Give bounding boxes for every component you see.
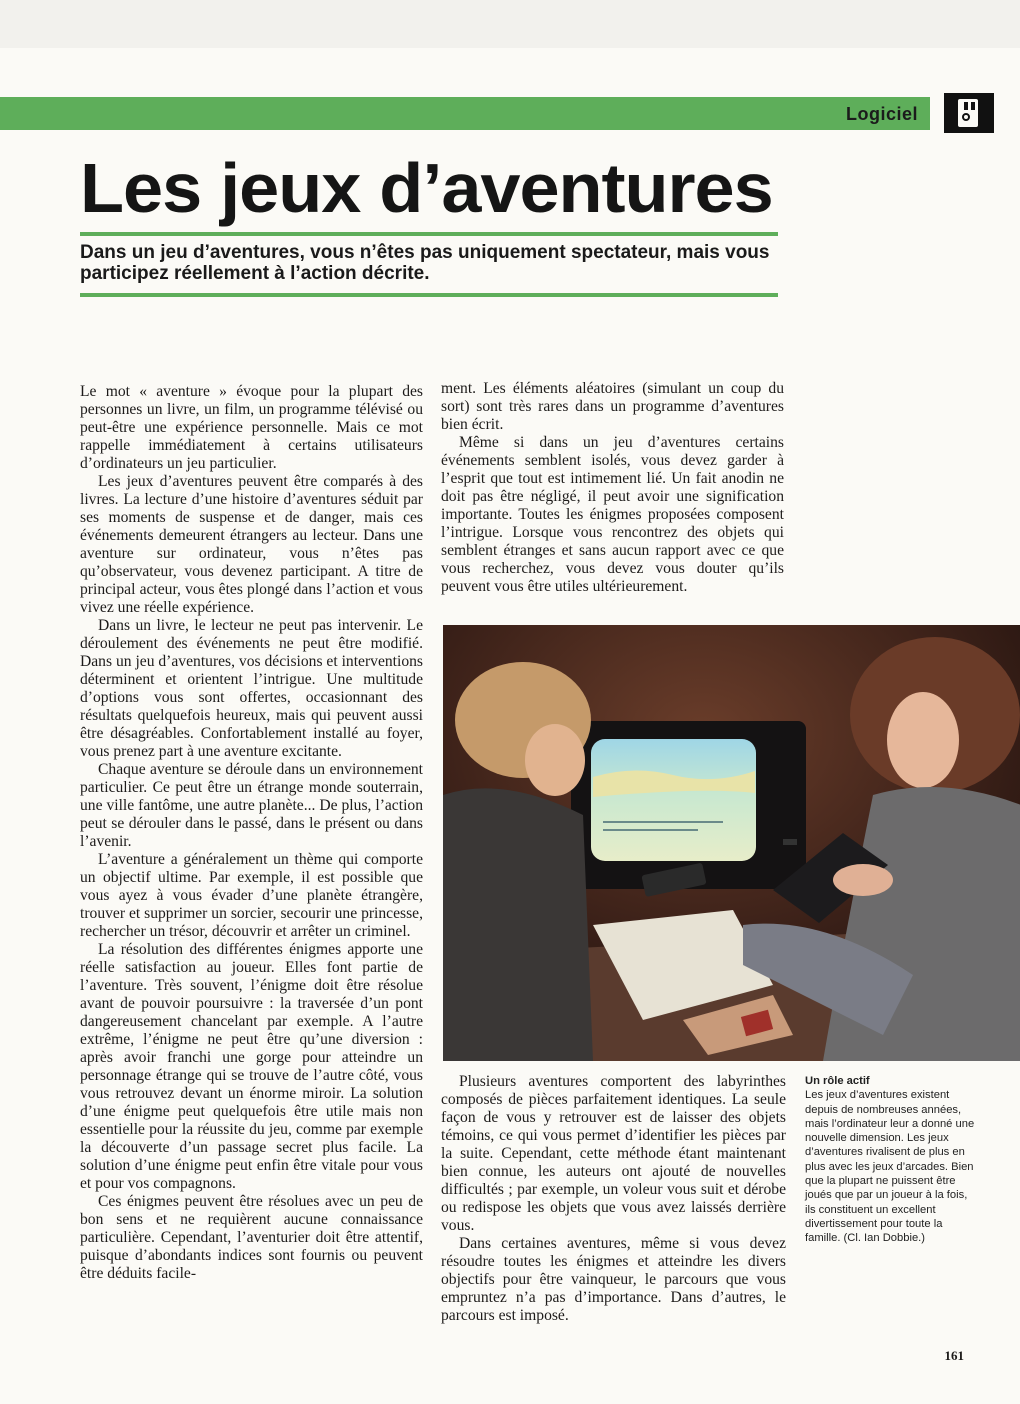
lead-rule <box>80 293 778 297</box>
caption-title: Un rôle actif <box>805 1075 870 1087</box>
paragraph: ment. Les éléments aléatoires (simulant un coup du sort) sont très rares dans un programme d’aventures bien écrit. <box>441 380 784 433</box>
photo-children-playing-computer <box>443 625 1020 1061</box>
text-column-1 <box>80 383 423 1283</box>
paragraph: Même si dans un jeu d’aventures certains événements semblent isolés, vous devez garder à l’esprit que tout est intimement lié. Un fait anodin ne doit pas être négligé, il peut avoir une signification importante. Toutes les énigmes proposées composent l’intrigue. Lorsque vous rencontrez des objets qui semblent étranges et sans aucun rapport avec ce que vous recherchez, vous devez vous douter qu’ils peuvent vous être utiles ultérieurement. <box>441 434 784 595</box>
title-rule <box>80 232 778 236</box>
photo-caption <box>805 1074 975 1246</box>
text-column-3 <box>441 1073 786 1325</box>
paragraph: Dans un livre, le lecteur ne peut pas intervenir. Le déroulement des événements ne peut être modifié. Dans un jeu d’aventures, vos décisions et interventions déterminent et orientent l’intrigue. Une multitude d’options vous sont offertes, occasionnant des résultats quelquefois heureux, mais qui peuvent aussi être désagréables. Confortablement installé au foyer, vous prenez part à une aventure excitante. <box>80 617 423 760</box>
paragraph: La résolution des différentes énigmes apporte une réelle satisfaction au joueur. Elles font partie de l’aventure. Très souvent, l’énigme doit être résolue avant de pouvoir poursuivre : la traversée d’un pont dangereusement chancelant par exemple. A l’autre extrême, l’énigme ne peut être qu’une diversion : après avoir franchi une gorge pour atteindre un personnage étrange qui se trouve de l’autre côté, vous vous retrouvez devant un énorme miroir. La solution d’une énigme peut quelquefois être utile mais non essentielle pour la réussite du jeu, comme par exemple la découverte d’un passage secret plus facile. La solution d’une énigme peut enfin être vitale pour vous et pour vos compagnons. <box>80 941 423 1192</box>
page-title: Les jeux d’aventures <box>80 149 773 227</box>
lead-paragraph: Dans un jeu d’aventures, vous n’êtes pas uniquement spectateur, mais vous participez réellement à l’action décrite. <box>80 242 770 284</box>
caption-text: Les jeux d’aventures existent depuis de nombreuses années, mais l’ordinateur leur a donné une nouvelle dimension. Les jeux d’aventures rivalisent de plus en plus avec les jeux d’arcades. Bien que la plupart ne puissent être joués que par un joueur à la fois, ils constituent un excellent divertissement pour toute la famille. (Cl. Ian Dobbie.) <box>805 1089 975 1245</box>
paragraph: Les jeux d’aventures peuvent être comparés à des livres. La lecture d’une histoire d’aventures séduit par ses moments de suspense et de danger, mais ces événements demeurent étrangers au lecteur. Dans une aventure sur ordinateur, vous n’êtes pas qu’observateur, vous devenez participant. A titre de principal acteur, vous êtes plongé dans l’action et vous vivez une réelle expérience. <box>80 473 423 616</box>
paragraph: Dans certaines aventures, même si vous devez résoudre toutes les énigmes et atteindre les divers objectifs pour être vainqueur, le parcours que vous empruntez n’a pas d’importance. Dans d’autres, le parcours est imposé. <box>441 1235 786 1324</box>
paragraph: Le mot « aventure » évoque pour la plupart des personnes un livre, un film, un programme télévisé ou peut-être une expérience personnelle. Mais ce mot rappelle immédiatement à certains utilisateurs d’ordinateurs un jeu particulier. <box>80 383 423 472</box>
text-column-2 <box>441 380 784 596</box>
paragraph: L’aventure a généralement un thème qui comporte un objectif ultime. Par exemple, il est possible que vous ayez à vous évader d’une planète étrangère, trouver et supprimer un sorcier, secourir une princesse, rechercher un trésor, découvrir et arrêter un criminel. <box>80 851 423 940</box>
floppy-disk-icon <box>944 93 994 133</box>
paragraph: Chaque aventure se déroule dans un environnement particulier. Ce peut être un étrange monde souterrain, une ville fantôme, une autre planète... De plus, l’action peut se dérouler dans le passé, dans le présent ou dans l’avenir. <box>80 761 423 850</box>
section-label: Logiciel <box>846 104 919 124</box>
section-header-bar <box>0 97 930 130</box>
paragraph: Ces énigmes peuvent être résolues avec un peu de bon sens et ne requièrent aucune connaissance particulière. Cependant, l’aventurier doit être attentif, puisque d’abondants indices sont fournis ou peuvent être déduits facile- <box>80 1193 423 1282</box>
page-number: 161 <box>944 1348 964 1363</box>
top-margin-band <box>0 0 1020 48</box>
paragraph: Plusieurs aventures comportent des labyrinthes composés de pièces parfaitement identiques. La seule façon de vous y retrouver est de laisser des objets témoins, ce qui vous permet d’identifier les pièces par la suite. Cependant, cette méthode étant maintenant bien connue, les auteurs ont ajouté de nouvelles difficultés ; par exemple, un voleur vous suit et dérobe ou redispose les objets que vous avez laissés derrière vous. <box>441 1073 786 1234</box>
